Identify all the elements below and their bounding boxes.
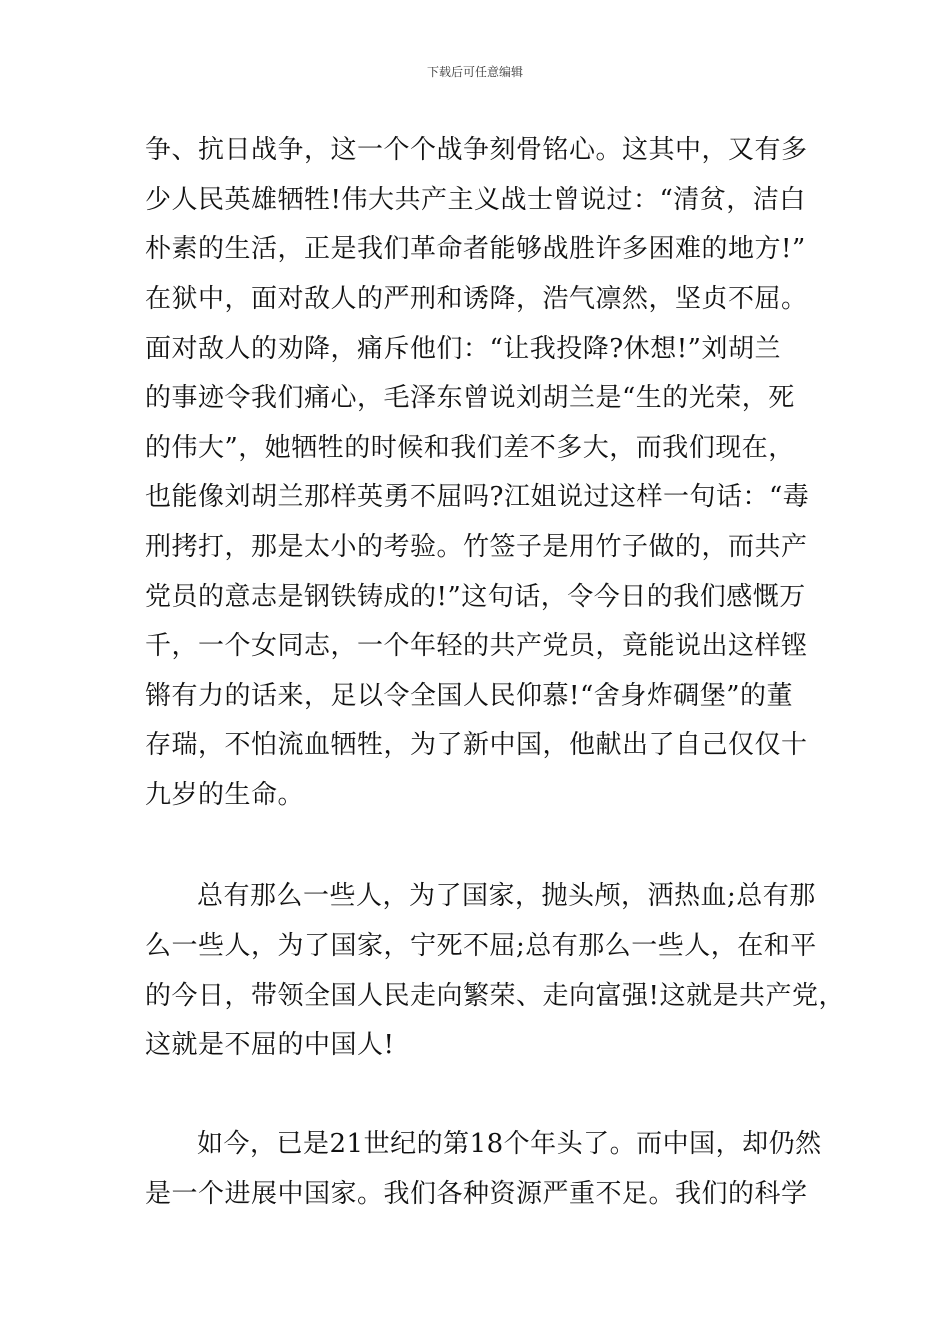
text-line: 的事迹令我们痛心，毛泽东曾说刘胡兰是“生的光荣，死 (145, 383, 795, 413)
page-header: 下载后可任意编辑 (426, 65, 523, 79)
text-line: 在狱中，面对敌人的严刑和诱降，浩气凛然，坚贞不屈。 (145, 284, 808, 314)
text-line: 千，一个女同志，一个年轻的共产党员，竟能说出这样铿 (145, 631, 808, 661)
text-line: 总有那么一些人，为了国家，抛头颅，洒热血;总有那 (197, 881, 816, 911)
text-line: 的伟大”，她牺牲的时候和我们差不多大，而我们现在， (145, 433, 795, 463)
text-line: 党员的意志是钢铁铸成的!”这句话，令今日的我们感慨万 (145, 582, 806, 612)
text-line: 么一些人，为了国家，宁死不屈;总有那么一些人，在和平 (145, 931, 817, 961)
text-line: 面对敌人的劝降，痛斥他们：“让我投降?休想!”刘胡兰 (145, 334, 781, 364)
text-line: 是一个进展中国家。我们各种资源严重不足。我们的科学 (145, 1179, 808, 1209)
text-line: 这就是不屈的中国人! (145, 1030, 395, 1060)
text-line: 争、抗日战争，这一个个战争刻骨铭心。这其中，又有多 (145, 135, 808, 165)
text-line: 也能像刘胡兰那样英勇不屈吗?江姐说过这样一句话：“毒 (145, 482, 810, 512)
text-line: 如今，已是21世纪的第18个年头了。而中国，却仍然 (197, 1129, 822, 1159)
text-line: 九岁的生命。 (145, 780, 305, 810)
text-line: 锵有力的话来，足以令全国人民仰慕!“舍身炸碉堡”的董 (145, 681, 794, 711)
text-line: 存瑞，不怕流血牺牲，为了新中国，他献出了自己仅仅十 (145, 730, 808, 760)
text-line: 朴素的生活，正是我们革命者能够战胜许多困难的地方!” (145, 234, 806, 264)
text-line: 刑拷打，那是太小的考验。竹签子是用竹子做的，而共产 (145, 532, 808, 562)
text-line: 少人民英雄牺牲!伟大共产主义战士曾说过：“清贫，洁白 (145, 185, 806, 215)
text-line: 的今日，带领全国人民走向繁荣、走向富强!这就是共产党， (145, 981, 845, 1011)
